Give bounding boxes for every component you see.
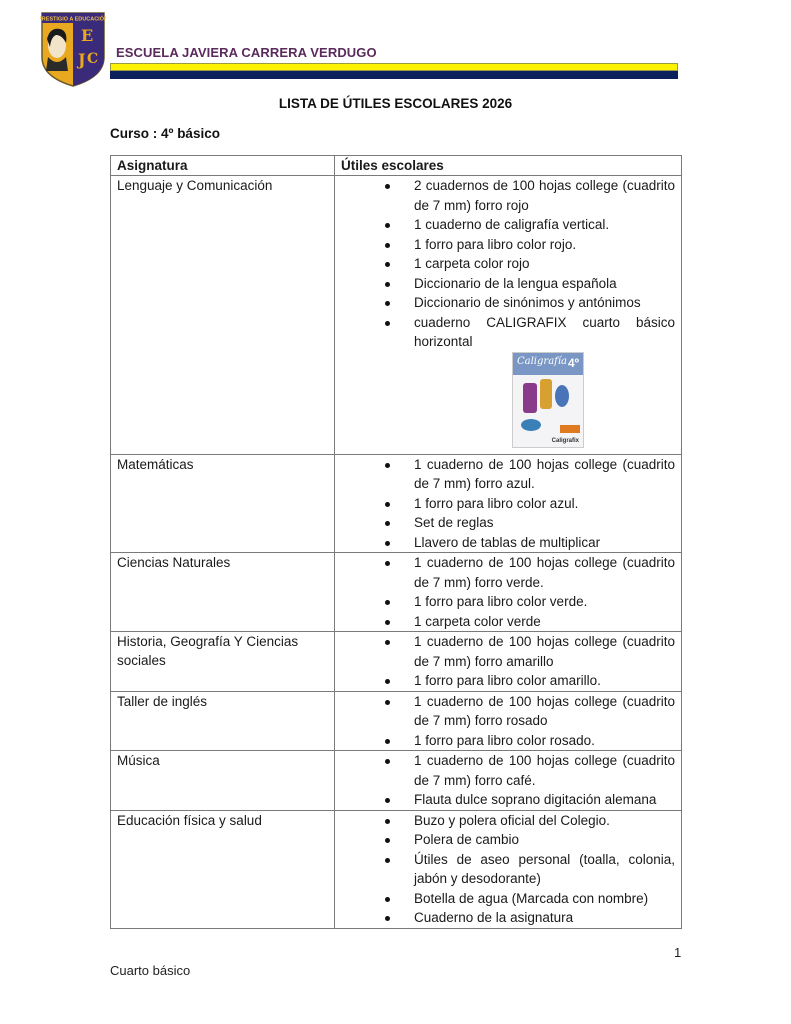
subject-cell: Historia, Geografía Y Ciencias sociales (111, 632, 335, 692)
book-brand: Caligrafix (551, 437, 579, 444)
list-item: 1 carpeta color rojo (381, 254, 675, 274)
book-grade: 4º (567, 355, 579, 370)
list-item: cuaderno CALIGRAFIX cuarto básico horizontal (381, 313, 675, 352)
list-item: 1 forro para libro color rojo. (381, 235, 675, 255)
list-item: Botella de agua (Marcada con nombre) (381, 889, 675, 909)
list-item: Útiles de aseo personal (toalla, colonia, jabón y desodorante) (381, 850, 675, 889)
table-row (111, 810, 682, 928)
school-logo (40, 11, 106, 87)
list-item: 1 cuaderno de 100 hojas college (cuadrito de 7 mm) forro azul. (381, 455, 675, 494)
list-item: 1 cuaderno de 100 hojas college (cuadrito de 7 mm) forro amarillo (381, 632, 675, 671)
book-title: Caligrafía (517, 355, 568, 367)
svg-text:J: J (78, 50, 86, 69)
svg-text:PRESTIGIO A EDUCACIÓN: PRESTIGIO A EDUCACIÓN (40, 16, 106, 23)
supplies-list (341, 692, 675, 751)
list-item: 1 cuaderno de caligrafía vertical. (381, 215, 675, 235)
subject-cell: Educación física y salud (111, 810, 335, 928)
list-item: 1 forro para libro color rosado. (381, 731, 675, 751)
header-stripe-navy (110, 71, 678, 79)
table-row (111, 691, 682, 751)
list-item: 1 carpeta color verde (381, 612, 675, 632)
header-stripe-yellow (110, 63, 678, 71)
book-illustration (523, 383, 537, 413)
subject-cell: Taller de inglés (111, 691, 335, 751)
supplies-cell (335, 632, 682, 692)
list-item: 1 cuaderno de 100 hojas college (cuadrito de 7 mm) forro verde. (381, 553, 675, 592)
svg-text:C: C (87, 51, 99, 67)
list-item: Buzo y polera oficial del Colegio. (381, 811, 675, 831)
document-title: LISTA DE ÚTILES ESCOLARES 2026 (278, 96, 513, 111)
supplies-cell (335, 751, 682, 811)
list-item: Diccionario de la lengua española (381, 274, 675, 294)
list-item: 2 cuadernos de 100 hojas college (cuadrito de 7 mm) forro rojo (381, 176, 675, 215)
list-item: 1 forro para libro color azul. (381, 494, 675, 514)
svg-text:E: E (81, 26, 94, 45)
table-row (111, 751, 682, 811)
table-row (111, 553, 682, 632)
list-item: Cuaderno de la asignatura (381, 908, 675, 928)
caligrafix-book-image (512, 352, 584, 448)
table-row (111, 454, 682, 553)
subject-cell: Música (111, 751, 335, 811)
page-number: 1 (674, 945, 682, 960)
book-illustration (521, 419, 541, 431)
list-item: 1 forro para libro color amarillo. (381, 671, 675, 691)
list-item: Diccionario de sinónimos y antónimos (381, 293, 675, 313)
list-item: Set de reglas (381, 513, 675, 533)
supplies-cell (335, 810, 682, 928)
supplies-list (341, 751, 675, 810)
list-item: 1 cuaderno de 100 hojas college (cuadrito de 7 mm) forro café. (381, 751, 675, 790)
school-name: ESCUELA JAVIERA CARRERA VERDUGO (116, 45, 377, 60)
list-item: Flauta dulce soprano digitación alemana (381, 790, 675, 810)
supplies-cell (335, 454, 682, 553)
supplies-list (341, 553, 675, 631)
book-illustration (540, 379, 552, 409)
subject-cell: Ciencias Naturales (111, 553, 335, 632)
school-crest-icon (40, 11, 106, 87)
supplies-cell (335, 553, 682, 632)
supplies-list (341, 632, 675, 691)
supplies-cell (335, 176, 682, 455)
table-row (111, 632, 682, 692)
supplies-list (341, 455, 675, 553)
book-illustration (555, 385, 569, 407)
table-header-row (111, 156, 682, 176)
footer-text: Cuarto básico (110, 963, 191, 978)
course-label: Curso : 4º básico (110, 126, 220, 141)
header-supplies: Útiles escolares (335, 156, 682, 176)
subject-cell: Lenguaje y Comunicación (111, 176, 335, 455)
subject-cell: Matemáticas (111, 454, 335, 553)
supplies-list (341, 811, 675, 928)
table-row (111, 176, 682, 455)
supplies-list (341, 176, 675, 352)
list-item: 1 cuaderno de 100 hojas college (cuadrito de 7 mm) forro rosado (381, 692, 675, 731)
header-subject: Asignatura (111, 156, 335, 176)
list-item: Polera de cambio (381, 830, 675, 850)
list-item: 1 forro para libro color verde. (381, 592, 675, 612)
list-item: Llavero de tablas de multiplicar (381, 533, 675, 553)
supplies-cell (335, 691, 682, 751)
book-badge (560, 425, 580, 433)
supplies-table (110, 155, 682, 929)
